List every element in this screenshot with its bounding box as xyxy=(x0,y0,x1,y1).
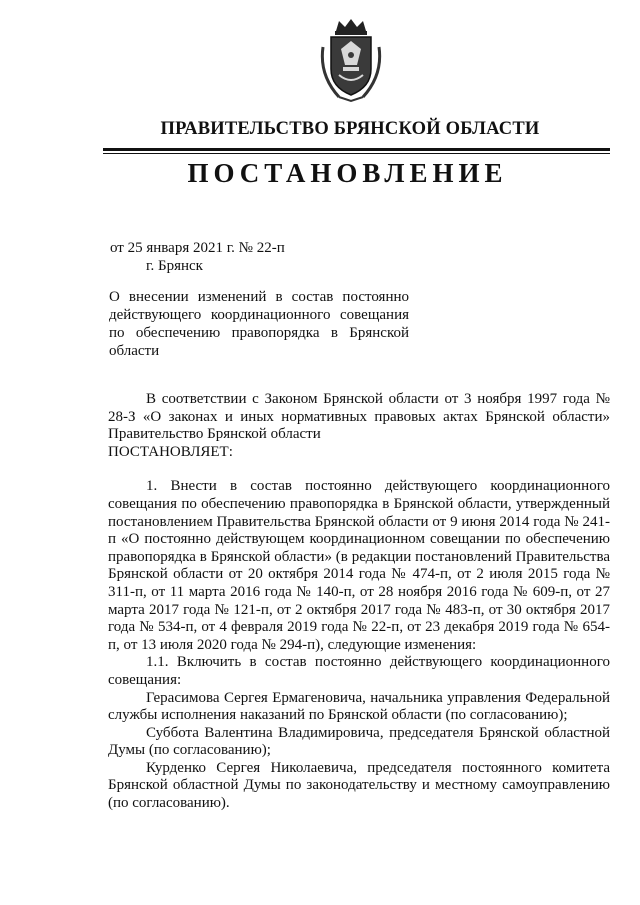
government-name: ПРАВИТЕЛЬСТВО БРЯНСКОЙ ОБЛАСТИ xyxy=(160,119,540,139)
document-date-number: от 25 января 2021 г. № 22-п xyxy=(110,240,285,256)
person-entry-2: Суббота Валентина Владимировича, председателя Брянской областной Думы (по согласованию); xyxy=(108,724,610,759)
header-rule-thick xyxy=(103,148,610,151)
paragraph-1: 1. Внести в состав постоянно действующего координационного совещания по обеспечению правопорядка в Брянской области, утвержденный постановлением Правительства Брянской области от 9 июня 2014 года № 241-п «О постоянно действующем координационном совещании по обеспечению правопорядка в Брянской области» (в редакции постановлений Правительства Брянской области от 20 октября 2014 года № 474-п, от 2 июля 2015 года № 311-п, от 11 марта 2016 года № 140-п, от 28 ноября 2016 года № 609-п, от 27 марта 2017 года № 121-п, от 2 октября 2017 года № 483-п, от 30 октября 2017 года № 534-п, от 4 февраля 2019 года № 22-п, от 23 декабря 2019 года № 654-п, от 13 июля 2020 года № 294-п), следующие изменения: xyxy=(108,478,610,653)
person-entry-3: Курденко Сергея Николаевича, председателя постоянного комитета Брянской областной Думы по законодательству и местному самоуправлению (по согласованию). xyxy=(108,759,610,812)
document-type-heading: ПОСТАНОВЛЕНИЕ xyxy=(187,158,508,188)
document-title: О внесении изменений в состав постоянно действующего координационного совещания по обеспечению правопорядка в Брянской области xyxy=(109,289,409,359)
decree-word: ПОСТАНОВЛЯЕТ: xyxy=(108,443,233,460)
document-city: г. Брянск xyxy=(146,258,203,274)
bryansk-coat-of-arms-icon xyxy=(319,17,383,103)
paragraph-1-1: 1.1. Включить в состав постоянно действующего координационного совещания: xyxy=(108,654,610,688)
header-rule-thin xyxy=(103,153,610,154)
person-entry-1: Герасимова Сергея Ермагеновича, начальника управления Федеральной службы исполнения наказаний по Брянской области (по согласованию); xyxy=(108,689,610,724)
preamble-paragraph: В соответствии с Законом Брянской области от 3 ноября 1997 года № 28-З «О законах и иных нормативных правовых актах Брянской области» Правительство Брянской области xyxy=(108,391,610,443)
document-body xyxy=(108,391,610,813)
